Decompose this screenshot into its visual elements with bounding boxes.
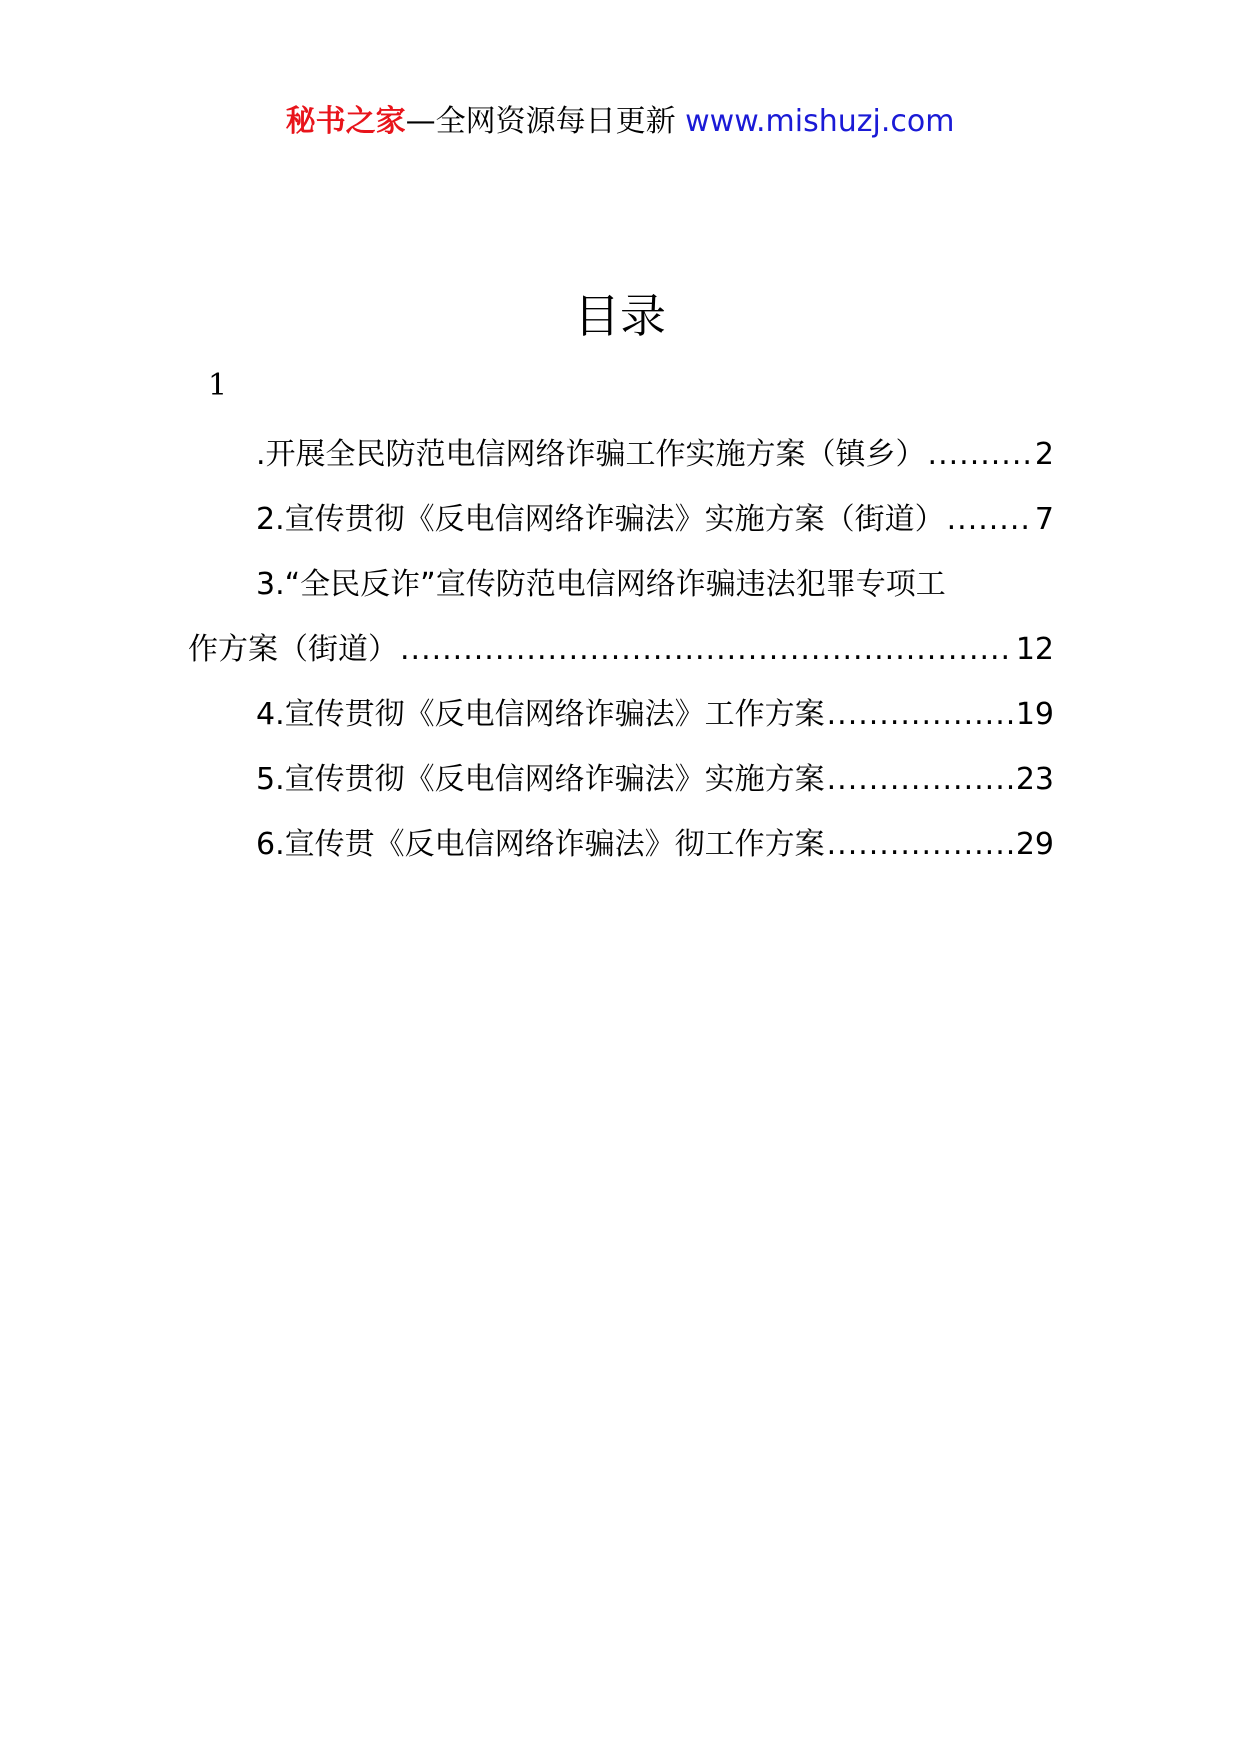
toc-entry-3[interactable] (188, 552, 1054, 682)
toc-entry-text-line2: 作方案（街道） (188, 632, 398, 667)
toc-page-number: 29 (1015, 827, 1054, 862)
toc-page-number: 2 (1034, 437, 1054, 472)
header-tagline: —全网资源每日更新 (405, 104, 676, 139)
toc-entry-text: .开展全民防范电信网络诈骗工作实施方案（镇乡） (256, 437, 926, 472)
toc-leader-dots (928, 422, 1033, 487)
toc-title: 目录 (574, 289, 666, 343)
toc-entry-4[interactable] (188, 682, 1054, 747)
toc-entry-text: 2.宣传贯彻《反电信网络诈骗法》实施方案（街道） (256, 502, 945, 537)
toc-leader-dots (400, 617, 1014, 682)
toc-entry-text: 4.宣传贯彻《反电信网络诈骗法》工作方案 (256, 697, 825, 732)
toc-entry-text: 5.宣传贯彻《反电信网络诈骗法》实施方案 (256, 762, 825, 797)
page-number-marker: 1 (208, 368, 228, 403)
toc-leader-dots (947, 487, 1033, 552)
toc-page-number: 7 (1034, 502, 1054, 537)
toc-leader-dots (827, 812, 1014, 877)
toc-entry-2[interactable] (188, 487, 1054, 552)
toc-leader-dots (827, 747, 1014, 812)
table-of-contents (188, 422, 1054, 877)
toc-entry-line2 (188, 617, 1054, 682)
toc-entry-1[interactable] (188, 422, 1054, 487)
toc-entry-text: 6.宣传贯《反电信网络诈骗法》彻工作方案 (256, 827, 825, 862)
site-url-link[interactable]: www.mishuzj.com (685, 104, 955, 139)
toc-entry-text-line1: 3.“全民反诈”宣传防范电信网络诈骗违法犯罪专项工 (256, 567, 946, 602)
toc-page-number: 19 (1015, 697, 1054, 732)
site-header (0, 100, 1240, 144)
toc-leader-dots (827, 682, 1014, 747)
toc-entry-6[interactable] (188, 812, 1054, 877)
brand-name: 秘书之家 (285, 104, 406, 139)
toc-entry-5[interactable] (188, 747, 1054, 812)
toc-page-number: 12 (1015, 632, 1054, 667)
toc-page-number: 23 (1015, 762, 1054, 797)
